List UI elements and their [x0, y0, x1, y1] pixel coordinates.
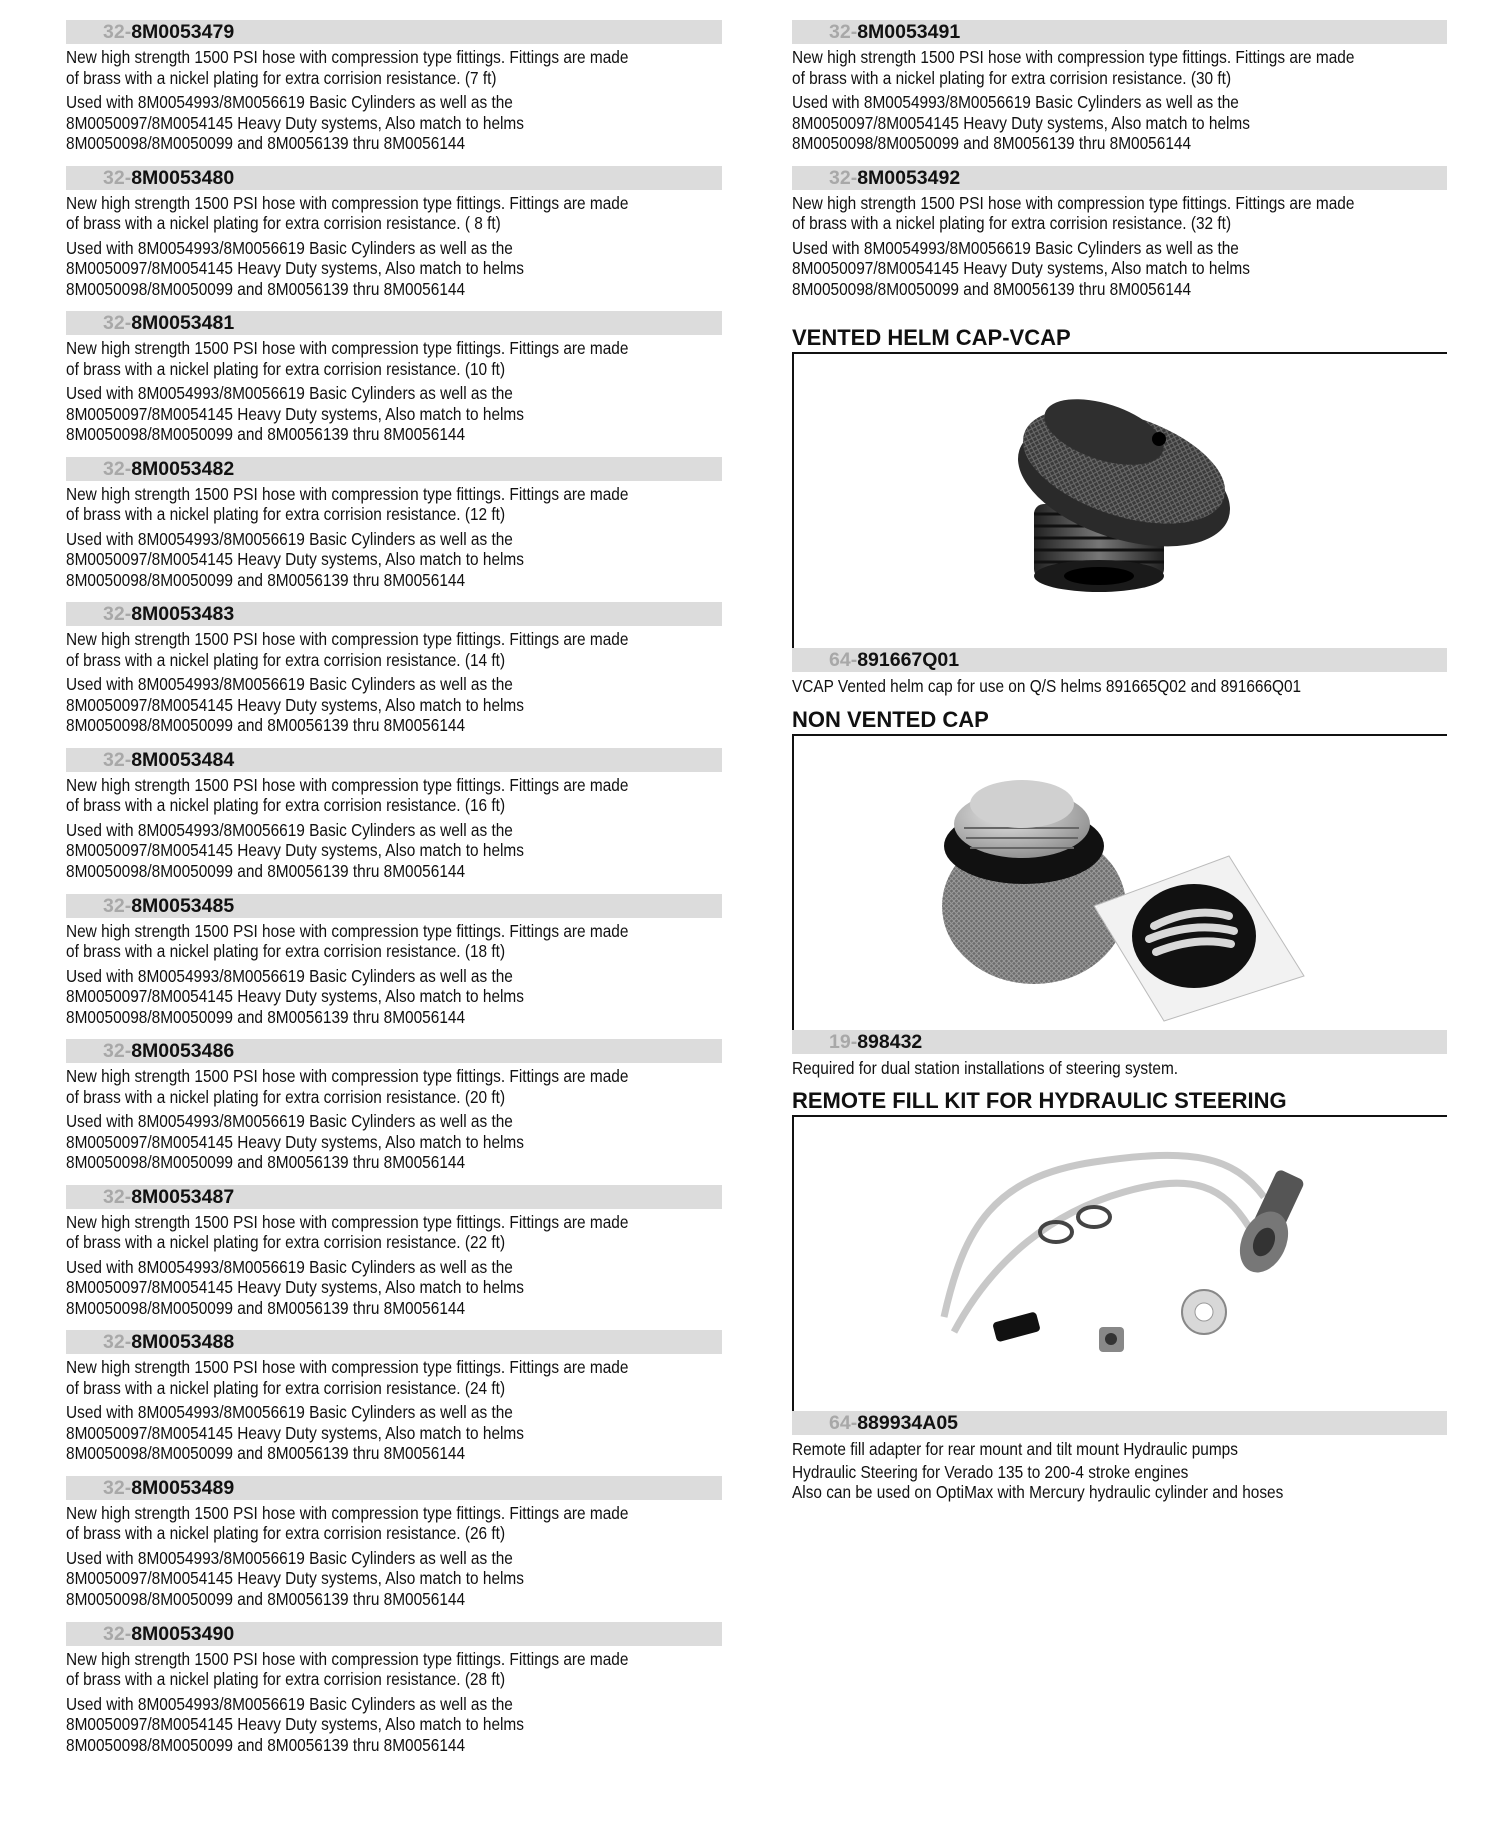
part-prefix: 64-	[829, 649, 858, 672]
hose-compatibility: Used with 8M0054993/8M0056619 Basic Cylinders as well as the 8M0050097/8M0054145 Heavy Duty systems, Also match to helms 8M0050098/8M0050099 and 8M0056139 thru 8M0056144	[66, 674, 524, 736]
part-prefix: 19-	[829, 1030, 858, 1053]
part-number-bar	[66, 1330, 722, 1354]
hose-compatibility: Used with 8M0054993/8M0056619 Basic Cylinders as well as the 8M0050097/8M0054145 Heavy Duty systems, Also match to helms 8M0050098/8M0050099 and 8M0056139 thru 8M0056144	[66, 819, 524, 881]
hose-entry	[66, 457, 722, 603]
part-prefix: 32-	[829, 21, 858, 43]
decal-card	[1094, 856, 1304, 1021]
vented-cap-image	[794, 354, 1449, 648]
hose-compatibility: Used with 8M0054993/8M0056619 Basic Cylinders as well as the 8M0050097/8M0054145 Heavy Duty systems, Also match to helms 8M0050098/8M0050099 and 8M0056139 thru 8M0056144	[66, 528, 524, 590]
hose-description: New high strength 1500 PSI hose with compression type fittings. Fittings are made of brass with a nickel plating for extra corrision resistance. (20 ft)	[66, 1066, 629, 1107]
hose-compatibility: Used with 8M0054993/8M0056619 Basic Cylinders as well as the 8M0050097/8M0054145 Heavy Duty systems, Also match to helms 8M0050098/8M0050099 and 8M0056139 thru 8M0056144	[66, 237, 524, 299]
hose-compatibility: Used with 8M0054993/8M0056619 Basic Cylinders as well as the 8M0050097/8M0054145 Heavy Duty systems, Also match to helms 8M0050098/8M0050099 and 8M0056139 thru 8M0056144	[66, 92, 524, 153]
right-column	[792, 20, 1447, 1503]
hose-description: New high strength 1500 PSI hose with compression type fittings. Fittings are made of brass with a nickel plating for extra corrision resistance. (22 ft)	[66, 1211, 629, 1253]
remote-fill-kit-section	[792, 1088, 1447, 1503]
part-number: 8M0053489	[131, 1476, 235, 1499]
part-number-bar	[66, 311, 722, 335]
part-number-bar	[66, 1476, 722, 1500]
hose-description: New high strength 1500 PSI hose with compression type fittings. Fittings are made of brass with a nickel plating for extra corrision resistance. (16 ft)	[66, 774, 629, 816]
hose-compatibility: Used with 8M0054993/8M0056619 Basic Cylinders as well as the 8M0050097/8M0054145 Heavy Duty systems, Also match to helms 8M0050098/8M0050099 and 8M0056139 thru 8M0056144	[792, 92, 1250, 153]
part-prefix: 32-	[103, 603, 132, 626]
part-number-bar	[66, 20, 722, 44]
part-prefix: 32-	[103, 1040, 132, 1063]
section-title: VENTED HELM CAP-VCAP	[792, 325, 1447, 354]
hose-entry	[66, 20, 722, 166]
part-number: 8M0053479	[131, 21, 235, 43]
hose-description: New high strength 1500 PSI hose with compression type fittings. Fittings are made of brass with a nickel plating for extra corrision resistance. (30 ft)	[792, 47, 1355, 88]
part-note: Required for dual station installations of steering system.	[792, 1057, 1179, 1078]
part-prefix: 32-	[103, 1331, 132, 1354]
hose-entry	[792, 166, 1447, 312]
part-number: 891667Q01	[857, 649, 960, 672]
part-number: 8M0053481	[131, 312, 235, 335]
part-prefix: 32-	[103, 166, 132, 189]
hose-description: New high strength 1500 PSI hose with compression type fittings. Fittings are made of brass with a nickel plating for extra corrision resistance. ( 8 ft)	[66, 192, 629, 234]
hose-compatibility: Used with 8M0054993/8M0056619 Basic Cylinders as well as the 8M0050097/8M0054145 Heavy Duty systems, Also match to helms 8M0050098/8M0050099 and 8M0056139 thru 8M0056144	[66, 965, 524, 1027]
left-column	[66, 20, 722, 1767]
part-number: 889934A05	[857, 1412, 959, 1435]
part-number-bar	[66, 894, 722, 918]
part-number-bar	[792, 1030, 1447, 1054]
hose-description: New high strength 1500 PSI hose with compression type fittings. Fittings are made of brass with a nickel plating for extra corrision resistance. (7 ft)	[66, 47, 629, 88]
part-prefix: 32-	[103, 1476, 132, 1499]
hose-description: New high strength 1500 PSI hose with compression type fittings. Fittings are made of brass with a nickel plating for extra corrision resistance. (24 ft)	[66, 1357, 629, 1398]
part-prefix: 32-	[829, 166, 858, 189]
part-note: Remote fill adapter for rear mount and tilt mount Hydraulic pumps	[792, 1439, 1238, 1460]
part-number-bar	[66, 457, 722, 481]
part-number: 8M0053490	[131, 1622, 235, 1645]
bulkhead-fitting	[1231, 1169, 1306, 1281]
part-number: 8M0053492	[857, 166, 961, 189]
hose-compatibility: Used with 8M0054993/8M0056619 Basic Cylinders as well as the 8M0050097/8M0054145 Heavy Duty systems, Also match to helms 8M0050098/8M0050099 and 8M0056139 thru 8M0056144	[66, 1256, 524, 1318]
section-title: REMOTE FILL KIT FOR HYDRAULIC STEERING	[792, 1088, 1447, 1117]
hose-entry	[66, 748, 722, 894]
hose-entry	[66, 894, 722, 1040]
hose-description: New high strength 1500 PSI hose with compression type fittings. Fittings are made of brass with a nickel plating for extra corrision resistance. (28 ft)	[66, 1648, 629, 1690]
part-note-secondary: Hydraulic Steering for Verado 135 to 200-4 stroke engines Also can be used on OptiMax with Mercury hydraulic cylinder and hoses	[792, 1461, 1284, 1503]
part-number-bar	[66, 1039, 722, 1063]
part-note: VCAP Vented helm cap for use on Q/S helms 891665Q02 and 891666Q01	[792, 676, 1302, 697]
part-number: 8M0053486	[131, 1040, 235, 1063]
remote-fill-kit-image	[794, 1117, 1449, 1411]
part-number: 8M0053480	[131, 166, 235, 189]
hose-entry	[66, 1622, 722, 1768]
remote-fill-kit-photo	[792, 1117, 1447, 1411]
hose-description: New high strength 1500 PSI hose with compression type fittings. Fittings are made of brass with a nickel plating for extra corrision resistance. (32 ft)	[792, 192, 1355, 234]
part-prefix: 32-	[103, 894, 132, 917]
non-vented-cap-image	[794, 736, 1449, 1030]
hose-compatibility: Used with 8M0054993/8M0056619 Basic Cylinders as well as the 8M0050097/8M0054145 Heavy Duty systems, Also match to helms 8M0050098/8M0050099 and 8M0056139 thru 8M0056144	[792, 237, 1250, 299]
vented-cap-section	[792, 325, 1447, 697]
part-number-bar	[792, 20, 1447, 44]
hose-compatibility: Used with 8M0054993/8M0056619 Basic Cylinders as well as the 8M0050097/8M0054145 Heavy Duty systems, Also match to helms 8M0050098/8M0050099 and 8M0056139 thru 8M0056144	[66, 383, 524, 445]
cap-body	[942, 780, 1126, 984]
hose-description: New high strength 1500 PSI hose with compression type fittings. Fittings are made of brass with a nickel plating for extra corrision resistance. (10 ft)	[66, 338, 629, 379]
hose-description: New high strength 1500 PSI hose with compression type fittings. Fittings are made of brass with a nickel plating for extra corrision resistance. (12 ft)	[66, 483, 629, 525]
hose-entry	[66, 311, 722, 457]
hose-entry	[66, 1330, 722, 1476]
hose-description: New high strength 1500 PSI hose with compression type fittings. Fittings are made of brass with a nickel plating for extra corrision resistance. (26 ft)	[66, 1502, 629, 1544]
part-number: 8M0053484	[131, 748, 235, 771]
part-number-bar	[66, 1622, 722, 1646]
part-prefix: 32-	[103, 457, 132, 480]
part-number-bar	[792, 166, 1447, 190]
hose-entry	[792, 20, 1447, 166]
section-title: NON VENTED CAP	[792, 707, 1447, 736]
hose-entry	[66, 166, 722, 312]
part-number-bar	[66, 166, 722, 190]
non-vented-cap-section	[792, 707, 1447, 1079]
part-number-bar	[66, 602, 722, 626]
part-number-bar	[66, 748, 722, 772]
part-prefix: 64-	[829, 1412, 858, 1435]
hose-compatibility: Used with 8M0054993/8M0056619 Basic Cylinders as well as the 8M0050097/8M0054145 Heavy Duty systems, Also match to helms 8M0050098/8M0050099 and 8M0056139 thru 8M0056144	[66, 1402, 524, 1464]
hose-description: New high strength 1500 PSI hose with compression type fittings. Fittings are made of brass with a nickel plating for extra corrision resistance. (14 ft)	[66, 629, 629, 670]
part-number: 8M0053487	[131, 1185, 235, 1208]
part-prefix: 32-	[103, 21, 132, 43]
part-number: 8M0053483	[131, 603, 235, 626]
part-number: 8M0053488	[131, 1331, 235, 1354]
hose-compatibility: Used with 8M0054993/8M0056619 Basic Cylinders as well as the 8M0050097/8M0054145 Heavy Duty systems, Also match to helms 8M0050098/8M0050099 and 8M0056139 thru 8M0056144	[66, 1693, 524, 1755]
non-vented-cap-photo	[792, 736, 1447, 1030]
part-prefix: 32-	[103, 1622, 132, 1645]
vented-cap-photo	[792, 354, 1447, 648]
part-number-bar	[792, 1411, 1447, 1435]
part-number-bar	[66, 1185, 722, 1209]
part-prefix: 32-	[103, 1185, 132, 1208]
part-number: 8M0053485	[131, 894, 235, 917]
part-prefix: 32-	[103, 748, 132, 771]
part-number: 8M0053482	[131, 457, 235, 480]
part-number-bar	[792, 648, 1447, 672]
part-number: 8M0053491	[857, 21, 961, 43]
part-number: 898432	[857, 1030, 923, 1053]
hose-entry	[66, 602, 722, 748]
hose-compatibility: Used with 8M0054993/8M0056619 Basic Cylinders as well as the 8M0050097/8M0054145 Heavy Duty systems, Also match to helms 8M0050098/8M0050099 and 8M0056139 thru 8M0056144	[66, 1547, 524, 1609]
hose-entry	[66, 1039, 722, 1185]
part-prefix: 32-	[103, 312, 132, 335]
hose-compatibility: Used with 8M0054993/8M0056619 Basic Cylinders as well as the 8M0050097/8M0054145 Heavy Duty systems, Also match to helms 8M0050098/8M0050099 and 8M0056139 thru 8M0056144	[66, 1111, 524, 1173]
small-fittings	[992, 1290, 1226, 1352]
hose-description: New high strength 1500 PSI hose with compression type fittings. Fittings are made of brass with a nickel plating for extra corrision resistance. (18 ft)	[66, 920, 629, 962]
right-hose-list	[792, 20, 1447, 311]
hose-entry	[66, 1185, 722, 1331]
hose-entry	[66, 1476, 722, 1622]
